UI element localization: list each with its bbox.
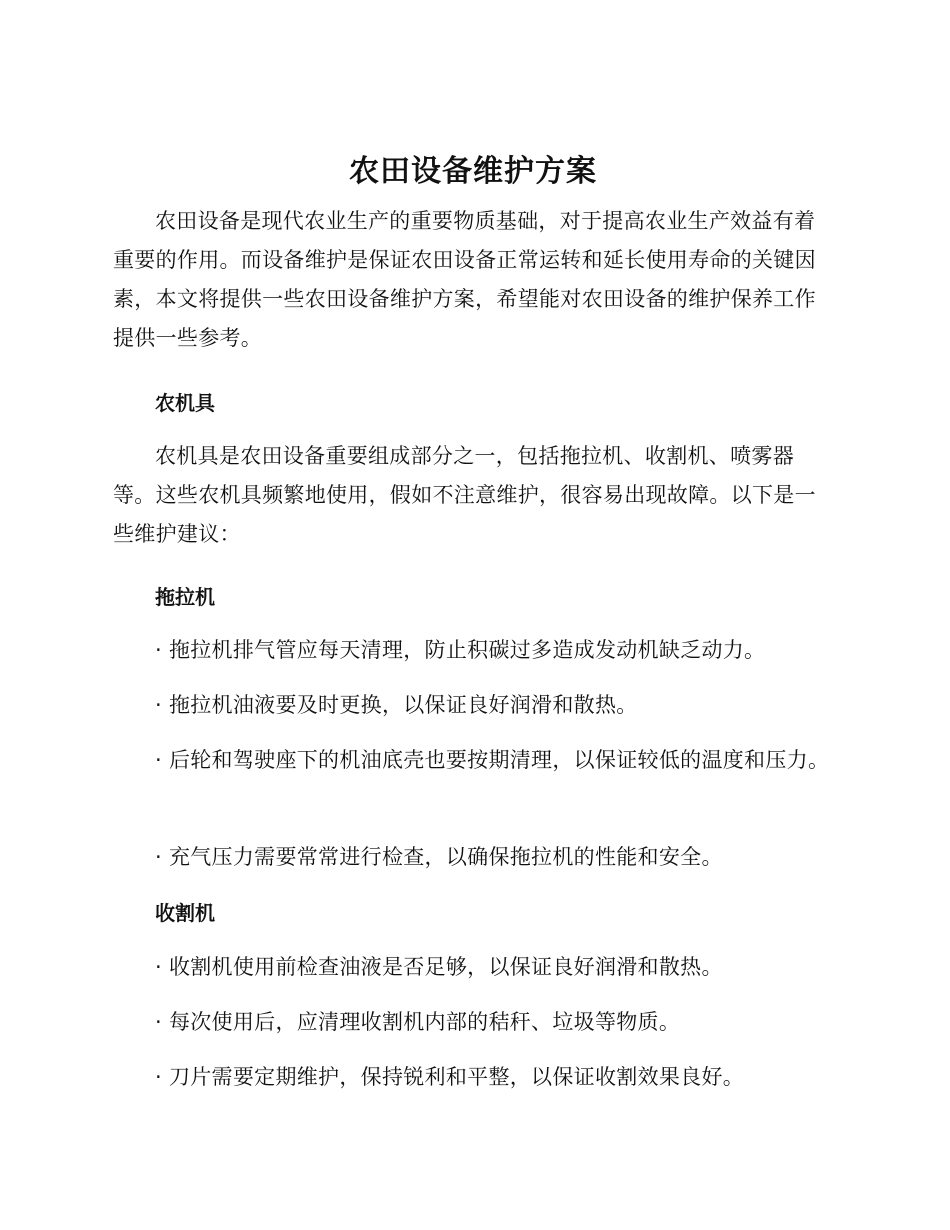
intro-paragraph: 农田设备是现代农业生产的重要物质基础，对于提高农业生产效益有着重要的作用。而设备维护是保证农田设备正常运转和延长使用寿命的关键因素，本文将提供一些农田设备维护方案，希望能对农田设备的维护保养工作提供一些参考。	[113, 209, 816, 350]
section-heading-machinery: 农机具	[155, 391, 215, 415]
tractor-item: · 充气压力需要常常进行检查，以确保拖拉机的性能和安全。	[155, 845, 723, 869]
tractor-item: · 后轮和驾驶座下的机油底壳也要按期清理，以保证较低的温度和压力。	[155, 748, 830, 772]
section-heading-tractor: 拖拉机	[155, 585, 215, 609]
harvester-item: · 刀片需要定期维护，保持锐利和平整，以保证收割效果良好。	[155, 1065, 745, 1089]
harvester-item: · 每次使用后，应清理收割机内部的秸秆、垃圾等物质。	[155, 1010, 681, 1034]
machinery-paragraph: 农机具是农田设备重要组成部分之一，包括拖拉机、收割机、喷雾器等。这些农机具频繁地使用，假如不注意维护，很容易出现故障。以下是一些维护建议：	[113, 444, 816, 546]
section-heading-harvester: 收割机	[155, 901, 215, 925]
tractor-item: · 拖拉机排气管应每天清理，防止积碳过多造成发动机缺乏动力。	[155, 638, 766, 662]
document-title: 农田设备维护方案	[349, 154, 597, 189]
tractor-item: · 拖拉机油液要及时更换，以保证良好润滑和散热。	[155, 693, 638, 717]
harvester-item: · 收割机使用前检查油液是否足够，以保证良好润滑和散热。	[155, 955, 723, 979]
